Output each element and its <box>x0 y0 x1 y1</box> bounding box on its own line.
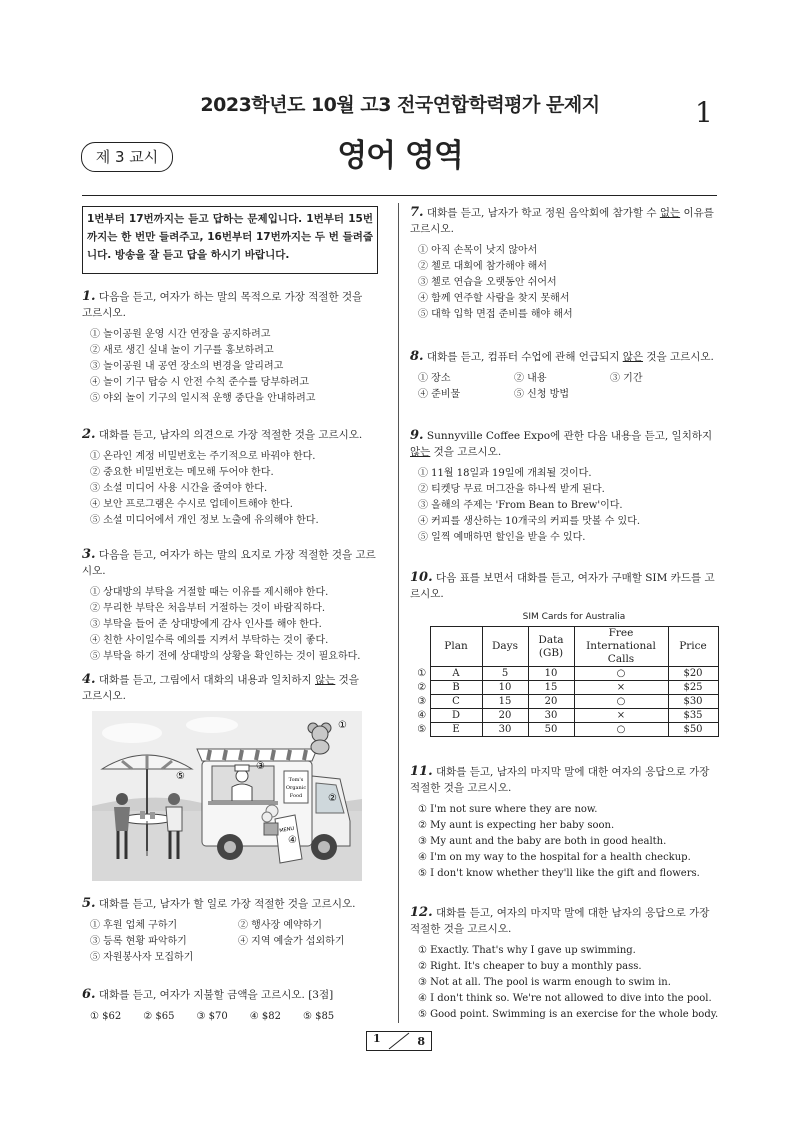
option: ① 상대방의 부탁을 거절할 때는 이유를 제시해야 한다. <box>90 587 329 598</box>
option: ③ Not at all. The pool is warm enough to swim in. <box>418 977 671 988</box>
option: ④ I don't think so. We're not allowed to dive into the pool. <box>418 993 712 1004</box>
option: ④ 준비물 <box>418 389 461 400</box>
table-row: ④ D 20 30 × $35 <box>414 709 718 723</box>
option: ④ 보안 프로그램은 수시로 업데이트해야 한다. <box>90 499 293 510</box>
option: ① 11월 18일과 19일에 개최될 것이다. <box>418 468 592 479</box>
food-truck-illustration <box>92 711 362 881</box>
option: ② $65 <box>143 1011 175 1022</box>
option: ⑤ 일찍 예매하면 할인을 받을 수 있다. <box>418 532 586 543</box>
option: ⑤ 야외 놀이 기구의 일시적 운행 중단을 안내하려고 <box>90 393 316 404</box>
option: ① $62 <box>90 1011 122 1022</box>
subject-title: 영어 영역 <box>337 138 463 174</box>
option: ⑤ 신청 방법 <box>514 389 569 400</box>
table-title: SIM Cards for Australia <box>522 612 626 622</box>
option: ① 장소 <box>418 373 451 384</box>
option: ① 온라인 계정 비밀번호는 주기적으로 바꿔야 한다. <box>90 451 316 462</box>
question-3: 3. 다음을 듣고, 여자가 하는 말의 요지로 가장 적절한 것을 고르시오. ① 상대방의 부탁을 거절할 때는 이유를 제시해야 한다. ② 무리한 부탁은 처음부터 거절하는 것이 바람직하다. ③ 부탁을 들어 준 상대방에게 감사 인사를 해야 한다. ④ 친한 사이일수록 예의를 지켜서 부탁하는 것이 좋다. ⑤ 부탁을 하기 전에 상대방의 상황을 확인하는 것이 필요하다. <box>82 547 382 665</box>
menu-text: MENU <box>278 825 295 835</box>
question-12: 12. 대화를 듣고, 여자의 마지막 말에 대한 남자의 응답으로 가장 적절한 것을 고르시오. ① Exactly. That's why I gave up swimming. ② Right. It's cheaper to buy a monthly pass. ③ Not at all. The pool is warm enough to swim in. ④ I don't think so. We're not allowed to dive into the pool. ⑤ Good point. Swimming is an exercise for the whole body. <box>410 905 720 1023</box>
table-row: ③ C 15 20 ○ $30 <box>414 695 718 709</box>
question-11: 11. 대화를 듣고, 남자의 마지막 말에 대한 여자의 응답으로 가장 적절한 것을 고르시오. ① I'm not sure where they are now. ② My aunt is expecting her baby soon. ③ My aunt and the baby are both in good health. ④ I'm on my way to the hospital for a health checkup. ⑤ I don't know whether they'll like the gift and flowers. <box>410 764 720 882</box>
option: ⑤ I don't know whether they'll like the gift and flowers. <box>418 868 700 879</box>
option: ③ 기간 <box>610 373 643 384</box>
option: ③ 첼로 연습을 오랫동안 쉬어서 <box>418 277 557 288</box>
page-number: 1 <box>695 96 713 129</box>
option: ⑤ Good point. Swimming is an exercise for the whole body. <box>418 1009 719 1020</box>
table-row: ② B 10 15 × $25 <box>414 681 718 695</box>
option: ① 놀이공원 운영 시간 연장을 공지하려고 <box>90 329 271 340</box>
question-6: 6. 대화를 듣고, 여자가 지불할 금액을 고르시오. [3점] ① $62 ② $65 ③ $70 ④ $82 ⑤ $85 <box>82 987 382 1025</box>
label-1: ① <box>338 720 347 731</box>
option: ④ 친한 사이일수록 예의를 지켜서 부탁하는 것이 좋다. <box>90 635 329 646</box>
option: ③ 소셜 미디어 사용 시간을 줄여야 한다. <box>90 483 268 494</box>
option: ④ I'm on my way to the hospital for a health checkup. <box>418 852 691 863</box>
page-indicator <box>366 1031 432 1051</box>
option: ⑤ 대학 입학 면접 준비를 해야 해서 <box>418 309 573 320</box>
question-5: 5. 대화를 듣고, 남자가 할 일로 가장 적절한 것을 고르시오. ① 후원 업체 구하기 ② 행사장 예약하기 ③ 등록 현황 파악하기 ④ 지역 예술가 섭외하기 ⑤ 자원봉사자 모집하기 <box>82 896 382 966</box>
option: ③ My aunt and the baby are both in good health. <box>418 836 667 847</box>
option: ③ $70 <box>196 1011 228 1022</box>
option: ④ 지역 예술가 섭외하기 <box>238 936 345 947</box>
table-row: ⑤ E 30 50 ○ $50 <box>414 723 718 737</box>
option: ② 중요한 비밀번호는 메모해 두어야 한다. <box>90 467 274 478</box>
option: ③ 놀이공원 내 공연 장소의 변경을 알리려고 <box>90 361 284 372</box>
listening-notice: 1번부터 17번까지는 듣고 답하는 문제입니다. 1번부터 15번까지는 한 번만 들려주고, 16번부터 17번까지는 두 번 들려줍니다. 방송을 잘 듣고 답을 하시기 바랍니다. <box>82 206 378 274</box>
option: ② 티켓당 무료 머그잔을 하나씩 받게 된다. <box>418 484 605 495</box>
option: ① I'm not sure where they are now. <box>418 804 598 815</box>
question-2: 2. 대화를 듣고, 남자의 의견으로 가장 적절한 것을 고르시오. ① 온라인 계정 비밀번호는 주기적으로 바꿔야 한다. ② 중요한 비밀번호는 메모해 두어야 한다. ③ 소셜 미디어 사용 시간을 줄여야 한다. ④ 보안 프로그램은 수시로 업데이트해야 한다. ⑤ 소셜 미디어에서 개인 정보 노출에 유의해야 한다. <box>82 427 382 529</box>
question-1: 1. 다음을 듣고, 여자가 하는 말의 목적으로 가장 적절한 것을 고르시오. ① 놀이공원 운영 시간 연장을 공지하려고 ② 새로 생긴 실내 놀이 기구를 홍보하려고 ③ 놀이공원 내 공연 장소의 변경을 알리려고 ④ 놀이 기구 탑승 시 안전 수칙 준수를 당부하려고 ⑤ 야외 놀이 기구의 일시적 운행 중단을 안내하려고 <box>82 289 372 407</box>
col-header: Plan <box>430 627 482 667</box>
option: ② 새로 생긴 실내 놀이 기구를 홍보하려고 <box>90 345 274 356</box>
table-row: ① A 5 10 ○ $20 <box>414 667 718 681</box>
option: ② 첼로 대회에 참가해야 해서 <box>418 261 547 272</box>
exam-title: 2023학년도 10월 고3 전국연합학력평가 문제지 <box>200 94 600 116</box>
sign-line: Organic <box>285 785 307 791</box>
col-header: Days <box>482 627 528 667</box>
question-9: 9. Sunnyville Coffee Expo에 관한 다음 내용을 듣고, 일치하지 않는 것을 고르시오. ① 11월 18일과 19일에 개최될 것이다. ② 티켓당 무료 머그잔을 하나씩 받게 된다. ③ 올해의 주제는 'From Bean to Brew'이다. ④ 커피를 생산하는 10개국의 커피를 맛볼 수 있다. ⑤ 일찍 예매하면 할인을 받을 수 있다. <box>410 428 720 546</box>
option: ② Right. It's cheaper to buy a monthly pass. <box>418 961 642 972</box>
option: ① 아직 손목이 낫지 않아서 <box>418 245 538 256</box>
option: ④ 함께 연주할 사람을 찾지 못해서 <box>418 293 570 304</box>
option: ② My aunt is expecting her baby soon. <box>418 820 615 831</box>
option: ⑤ 부탁을 하기 전에 상대방의 상황을 확인하는 것이 필요하다. <box>90 651 361 662</box>
col-header: Price <box>668 627 718 667</box>
option: ⑤ $85 <box>302 1011 335 1022</box>
option: ④ 놀이 기구 탑승 시 안전 수칙 준수를 당부하려고 <box>90 377 309 388</box>
option: ④ 커피를 생산하는 10개국의 커피를 맛볼 수 있다. <box>418 516 641 527</box>
period-badge: 제 3 교시 <box>81 142 173 172</box>
total-pages: 8 <box>417 1035 425 1048</box>
option: ② 행사장 예약하기 <box>238 920 322 931</box>
label-5: ⑤ <box>176 771 185 782</box>
label-4: ④ <box>288 835 297 846</box>
option: ⑤ 자원봉사자 모집하기 <box>90 952 194 963</box>
option: ③ 부탁을 들어 준 상대방에게 감사 인사를 해야 한다. <box>90 619 322 630</box>
question-8: 8. 대화를 듣고, 컴퓨터 수업에 관해 언급되지 않은 것을 고르시오. ① 장소 ② 내용 ③ 기간 ④ 준비물 ⑤ 신청 방법 <box>410 349 720 403</box>
option: ① 후원 업체 구하기 <box>90 920 178 931</box>
col-header: Data (GB) <box>528 627 574 667</box>
option: ③ 올해의 주제는 'From Bean to Brew'이다. <box>418 500 623 511</box>
option: ④ $82 <box>249 1011 281 1022</box>
option: ② 무리한 부탁은 처음부터 거절하는 것이 바람직하다. <box>90 603 326 614</box>
option: ② 내용 <box>514 373 547 384</box>
column-divider <box>398 203 399 1023</box>
sim-table-wrapper <box>414 626 718 737</box>
question-10: 10. 다음 표를 보면서 대화를 듣고, 여자가 구매할 SIM 카드를 고르시오. <box>410 570 715 600</box>
current-page: 1 <box>373 1032 381 1045</box>
sign-line: Tom's <box>288 777 304 783</box>
option: ⑤ 소셜 미디어에서 개인 정보 노출에 유의해야 한다. <box>90 515 319 526</box>
question-7: 7. 대화를 듣고, 남자가 학교 정원 음악회에 참가할 수 없는 이유를 고르시오. ① 아직 손목이 낫지 않아서 ② 첼로 대회에 참가해야 해서 ③ 첼로 연습을 오랫동안 쉬어서 ④ 함께 연주할 사람을 찾지 못해서 ⑤ 대학 입학 면접 준비를 해야 해서 <box>410 205 720 323</box>
question-4: 4. 대화를 듣고, 그림에서 대화의 내용과 일치하지 않는 것을 고르시오. <box>82 672 359 702</box>
label-2: ② <box>328 793 337 804</box>
header-divider <box>82 195 717 196</box>
option: ③ 등록 현황 파악하기 <box>90 936 187 947</box>
label-3: ③ <box>256 761 265 772</box>
option: ① Exactly. That's why I gave up swimming. <box>418 945 636 956</box>
sign-line: Food <box>289 793 303 799</box>
col-header: Free International Calls <box>574 627 668 667</box>
